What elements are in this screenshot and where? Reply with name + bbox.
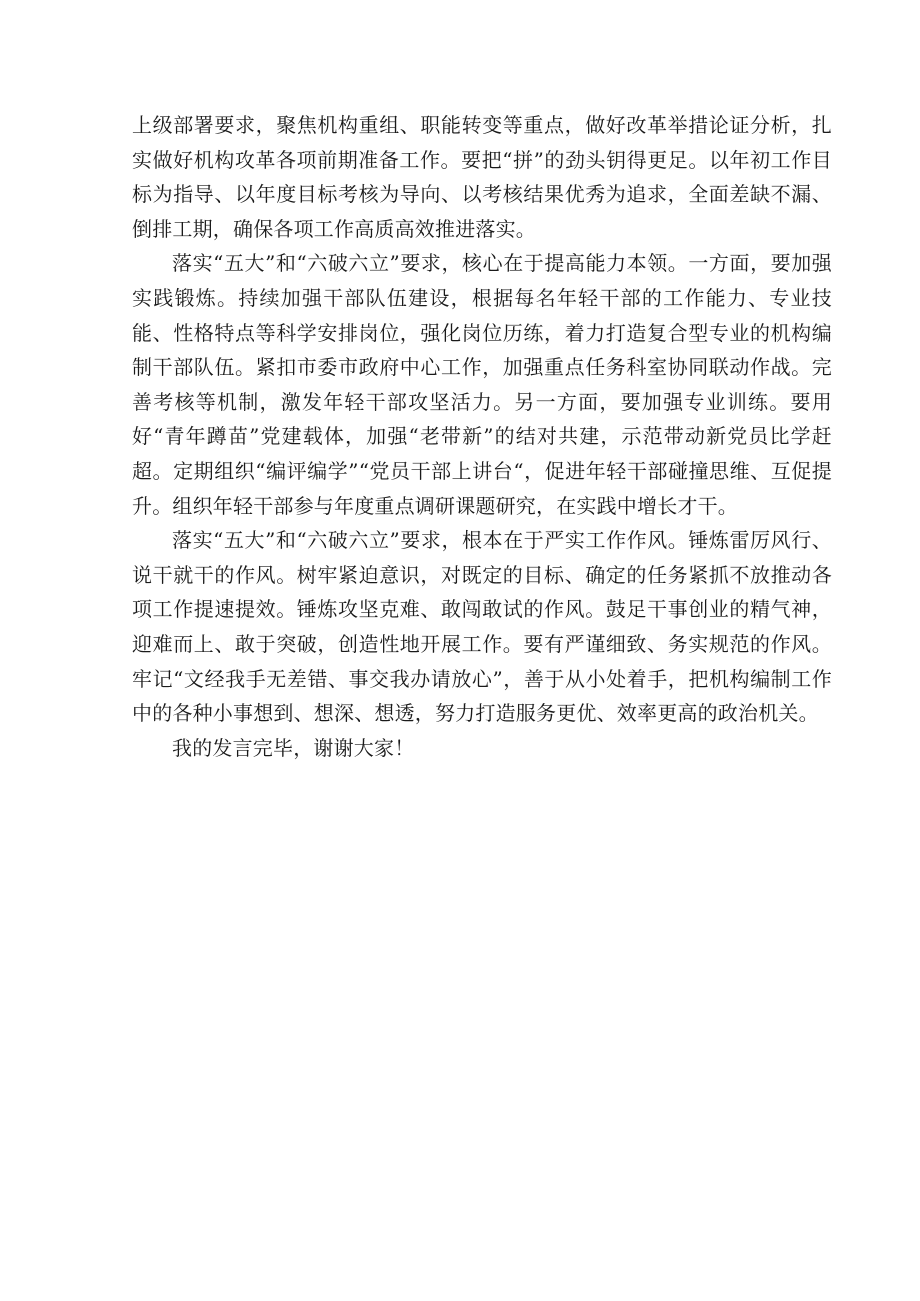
paragraph-4: 我的发言完毕，谢谢大家！ xyxy=(172,735,415,760)
document-body xyxy=(132,108,832,765)
paragraph-1: 上级部署要求，聚焦机构重组、职能转变等重点，做好改革举措论证分析，扎实做好机构攻革各项前期准备工作。要把“拼”的劲头钥得更足。以年初工作目标为指导、以年度目标考核为导向、以考核结果优秀为追求，全面差缺不漏、倒排工期，确保各项工作高质高效推进落实。 xyxy=(132,113,832,241)
paragraph-3: 落实“五大”和“六破六立”要求，根本在于严实工作作风。锤炼雷厉风行、说干就干的作风。树牢紧迫意识，对既定的目标、确定的任务紧抓不放推动各项工作提速提效。锤炼攻坚克难、敢闯敢试的作风。鼓足干事创业的精气神，迎难而上、敢于突破，创造性地开展工作。要有严谨细致、务实规范的作风。牢记“文经我手无差错、事交我办请放心”，善于从小处着手，把机构编制工作中的各种小事想到、想深、想透，努力打造服务更优、效率更高的政治机关。 xyxy=(132,528,832,726)
paragraph-2: 落实“五大”和“六破六立”要求，核心在于提高能力本领。一方面，要加强实践锻炼。持续加强干部队伍建设，根据每名年轻干部的工作能力、专业技能、性格特点等科学安排岗位，强化岗位历练，着力打造复合型专业的机构编制干部队伍。紧扣市委市政府中心工作，加强重点任务科室协同联动作战。完善考核等机制，激发年轻干部攻坚活力。另一方面，要加强专业训练。要用好“青年蹲苗”党建载体，加强“老带新”的结对共建，示范带动新党员比学赶超。定期组织“编评编学”“党员干部上讲台“，促进年轻干部碰撞思维、互促提升。组织年轻干部参与年度重点调研课题研究，在实践中增长才干。 xyxy=(132,251,832,518)
